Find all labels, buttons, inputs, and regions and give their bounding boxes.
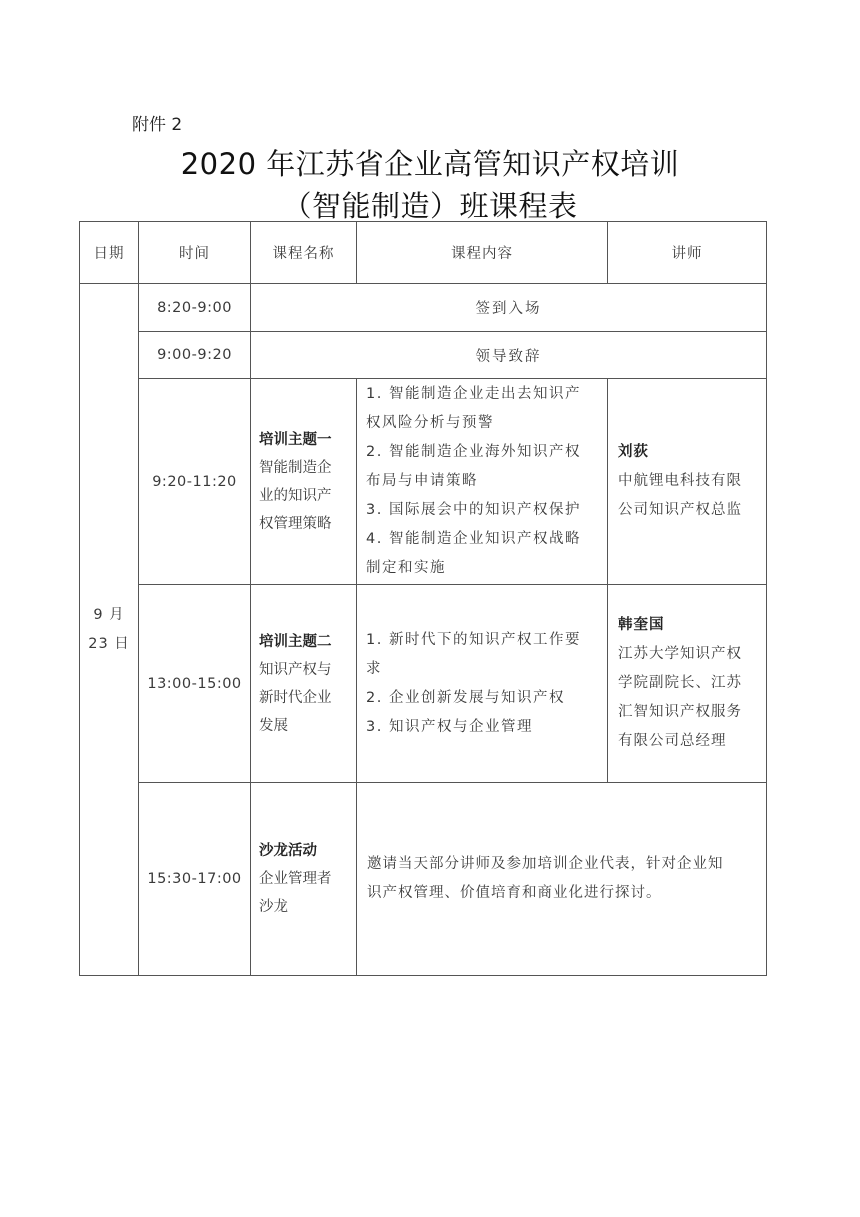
header-date: 日期 — [80, 222, 139, 284]
content-line: 3. 知识产权与企业管理 — [366, 718, 533, 735]
course-content-cell — [357, 585, 608, 783]
lecturer-name: 韩奎国 — [618, 617, 665, 633]
lecturer-title-line: 汇智知识产权服务 — [618, 704, 742, 720]
course-topic-line: 智能制造企 — [259, 459, 332, 476]
date-day: 23 日 — [88, 635, 130, 652]
content-line: 求 — [366, 660, 382, 677]
course-name-cell — [251, 783, 357, 976]
date-cell — [80, 284, 139, 976]
course-schedule-table — [79, 221, 767, 976]
table-header-row — [80, 222, 767, 284]
content-line: 4. 智能制造企业知识产权战略 — [366, 531, 581, 547]
course-topic-line: 企业管理者 — [259, 871, 332, 887]
attachment-label: 附件 2 — [132, 115, 183, 135]
content-line: 制定和实施 — [366, 560, 446, 576]
course-theme: 培训主题一 — [259, 431, 332, 448]
course-name-cell — [251, 379, 357, 585]
salon-content-cell — [357, 783, 767, 976]
time-cell: 9:20-11:20 — [139, 379, 251, 585]
date-month: 9 月 — [93, 606, 125, 623]
page-title-line-1: 2020 年江苏省企业高管知识产权培训 — [180, 147, 680, 181]
content-line: 1. 智能制造企业走出去知识产 — [366, 386, 581, 402]
time-cell: 8:20-9:00 — [139, 284, 251, 332]
time-cell: 15:30-17:00 — [139, 783, 251, 976]
lecturer-title-line: 学院副院长、江苏 — [618, 675, 742, 691]
course-topic-line: 新时代企业 — [259, 689, 332, 706]
course-theme: 培训主题二 — [259, 633, 332, 650]
table-row — [80, 585, 767, 783]
time-cell: 13:00-15:00 — [139, 585, 251, 783]
table-row — [80, 284, 767, 332]
course-topic-line: 发展 — [259, 717, 288, 734]
course-content-cell — [357, 379, 608, 585]
lecturer-title-line: 江苏大学知识产权 — [618, 646, 742, 662]
page-title-line-2: （智能制造）班课程表 — [282, 189, 578, 223]
activity-cell: 签到入场 — [251, 284, 767, 332]
lecturer-cell — [608, 585, 767, 783]
course-topic-line: 业的知识产 — [259, 487, 332, 504]
time-cell: 9:00-9:20 — [139, 332, 251, 379]
header-lecturer: 讲师 — [608, 222, 767, 284]
lecturer-title-line: 有限公司总经理 — [618, 733, 727, 749]
course-topic-line: 知识产权与 — [259, 661, 332, 678]
course-name-cell — [251, 585, 357, 783]
lecturer-name: 刘荻 — [618, 444, 649, 460]
content-line: 布局与申请策略 — [366, 473, 478, 489]
content-line: 2. 企业创新发展与知识产权 — [366, 689, 565, 706]
table-row — [80, 379, 767, 585]
header-course-name: 课程名称 — [251, 222, 357, 284]
content-line: 邀请当天部分讲师及参加培训企业代表，针对企业知 — [367, 856, 724, 872]
content-line: 1. 新时代下的知识产权工作要 — [366, 631, 581, 648]
course-theme: 沙龙活动 — [259, 843, 317, 859]
content-line: 权风险分析与预警 — [366, 415, 494, 431]
course-topic-line: 沙龙 — [259, 899, 288, 915]
table-row — [80, 332, 767, 379]
lecturer-title-line: 中航锂电科技有限 — [618, 473, 742, 489]
content-line: 3. 国际展会中的知识产权保护 — [366, 502, 581, 518]
course-topic-line: 权管理策略 — [259, 515, 332, 532]
activity-cell: 领导致辞 — [251, 332, 767, 379]
table-row — [80, 783, 767, 976]
header-course-content: 课程内容 — [357, 222, 608, 284]
header-time: 时间 — [139, 222, 251, 284]
content-line: 识产权管理、价值培育和商业化进行探讨。 — [367, 885, 662, 901]
content-line: 2. 智能制造企业海外知识产权 — [366, 444, 581, 460]
lecturer-title-line: 公司知识产权总监 — [618, 502, 742, 518]
lecturer-cell — [608, 379, 767, 585]
